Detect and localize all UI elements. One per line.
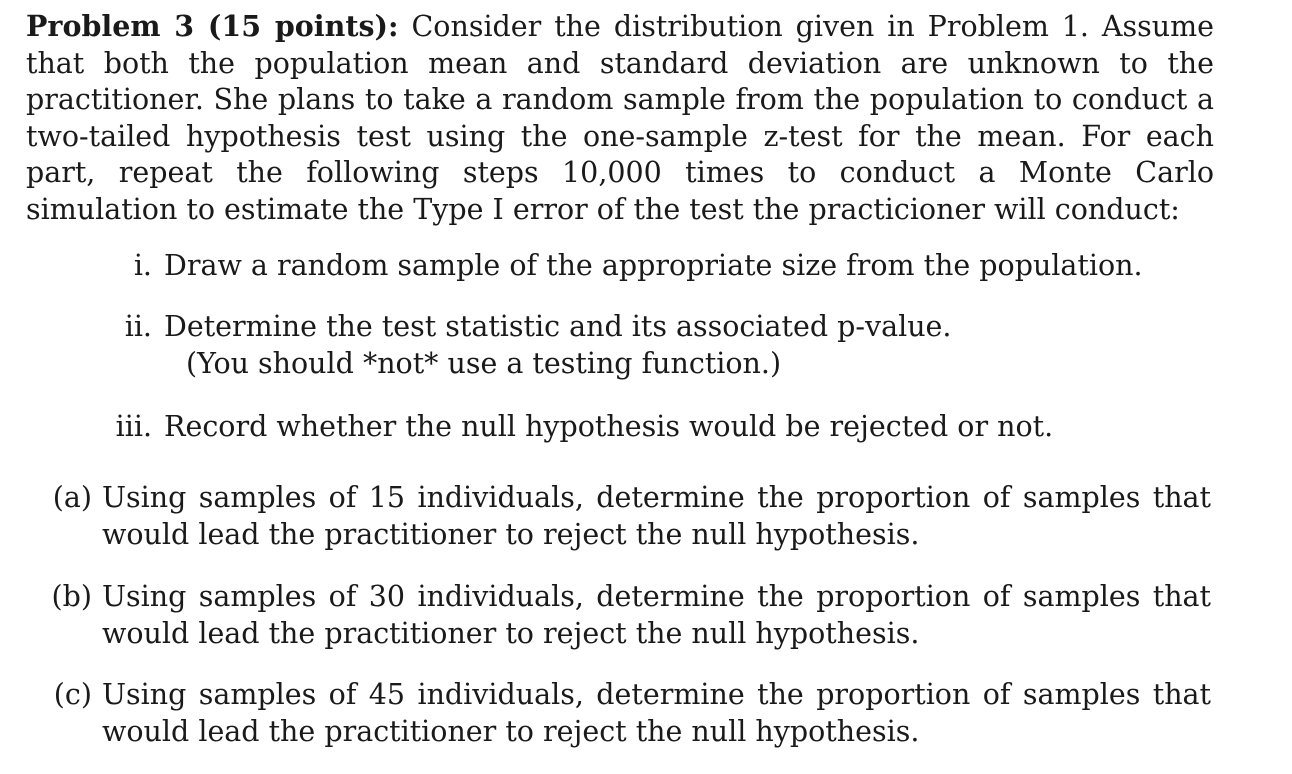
- step-text: Determine the test statistic and its associated p-value.: [164, 310, 952, 343]
- part-marker: (b): [51, 580, 92, 613]
- step-item: [124, 309, 952, 382]
- part-item: [52, 480, 1211, 553]
- part-text: Using samples of 30 individuals, determine the proportion of samples that would lead the practitioner to reject the null hypothesis.: [102, 580, 1211, 650]
- part-marker: (c): [53, 678, 92, 711]
- problem-text: Consider the distribution given in Problem 1. Assume that both the population mean and standard deviation are unknown to the practitioner. She plans to take a random sample from the population to conduct a two-tailed hypothesis test using the one-sample z-test for the mean. For each part, repeat the following steps 10,000 times to conduct a Monte Carlo simulation to estimate the Type I error of the test the practicioner will conduct:: [26, 10, 1214, 226]
- document-page: [26, 8, 1214, 229]
- part-marker: (a): [52, 481, 92, 514]
- problem-intro: [26, 8, 1214, 229]
- step-item: [115, 409, 1054, 446]
- step-marker: i.: [133, 249, 152, 282]
- step-marker: ii.: [124, 310, 152, 343]
- part-item: [53, 677, 1211, 750]
- part-text: Using samples of 45 individuals, determine the proportion of samples that would lead the practitioner to reject the null hypothesis.: [102, 678, 1211, 748]
- step-item: [133, 248, 1143, 285]
- step-text: Draw a random sample of the appropriate size from the population.: [164, 249, 1143, 282]
- step-note: (You should *not* use a testing function.): [186, 346, 782, 380]
- step-marker: iii.: [115, 410, 152, 443]
- step-text: Record whether the null hypothesis would be rejected or not.: [164, 410, 1054, 443]
- part-item: [51, 579, 1211, 652]
- part-text: Using samples of 15 individuals, determine the proportion of samples that would lead the practitioner to reject the null hypothesis.: [102, 481, 1211, 551]
- problem-heading: Problem 3 (15 points):: [26, 9, 399, 43]
